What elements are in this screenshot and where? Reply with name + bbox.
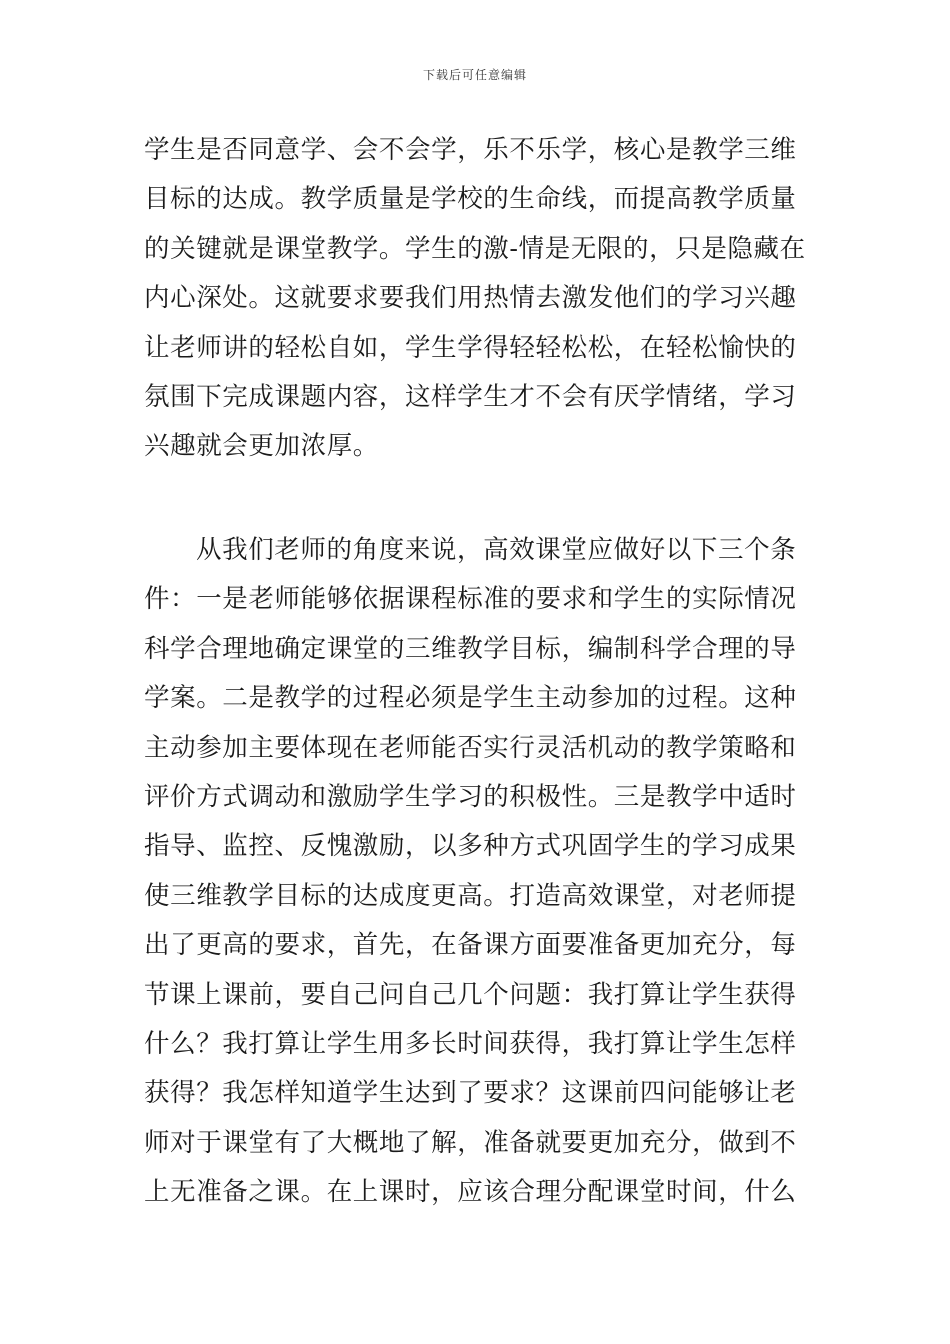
text-line: 让老师讲的轻松自如，学生学得轻轻松松，在轻松愉快的 [144,332,797,363]
text-line: 内心深处。这就要求要我们用热情去激发他们的学习兴趣 [144,283,797,314]
text-line: 指导、监控、反愧激励，以多种方式巩固学生的学习成果 [144,831,797,862]
text-line: 从我们老师的角度来说，高效课堂应做好以下三个条 [196,535,797,565]
text-line: 科学合理地确定课堂的三维教学目标，编制科学合理的导 [144,633,797,664]
text-line: 评价方式调动和激励学生学习的积极性。三是教学中适时 [144,781,797,812]
paragraph-2 [144,526,806,1217]
text-line: 学案。二是教学的过程必须是学生主动参加的过程。这种 [144,683,797,714]
text-line: 获得？我怎样知道学生达到了要求？这课前四问能够让老 [144,1078,797,1109]
text-line: 师对于课堂有了大概地了解，准备就要更加充分，做到不 [144,1127,797,1158]
text-line: 使三维教学目标的达成度更高。打造高效课堂，对老师提 [144,880,797,911]
paragraph-1 [144,126,806,472]
text-line: 的关键就是课堂教学。学生的激-情是无限的，只是隐藏在 [144,233,806,264]
text-line: 件：一是老师能够依据课程标准的要求和学生的实际情况 [144,584,797,615]
text-line: 氛围下完成课题内容，这样学生才不会有厌学情绪，学习 [144,381,797,412]
text-line: 目标的达成。教学质量是学校的生命线，而提高教学质量 [144,184,797,215]
text-line: 学生是否同意学、会不会学，乐不乐学，核心是教学三维 [144,135,797,165]
text-line: 什么？我打算让学生用多长时间获得，我打算让学生怎样 [144,1028,797,1059]
text-line: 主动参加主要体现在老师能否实行灵活机动的教学策略和 [144,732,797,763]
text-line: 出了更高的要求，首先，在备课方面要准备更加充分，每 [144,930,797,961]
text-line: 节课上课前，要自己问自己几个问题：我打算让学生获得 [144,979,797,1010]
text-line: 兴趣就会更加浓厚。 [144,431,379,462]
text-line: 上无准备之课。在上课时，应该合理分配课堂时间，什么 [144,1177,797,1208]
page-header: 下载后可任意编辑 [422,68,527,82]
